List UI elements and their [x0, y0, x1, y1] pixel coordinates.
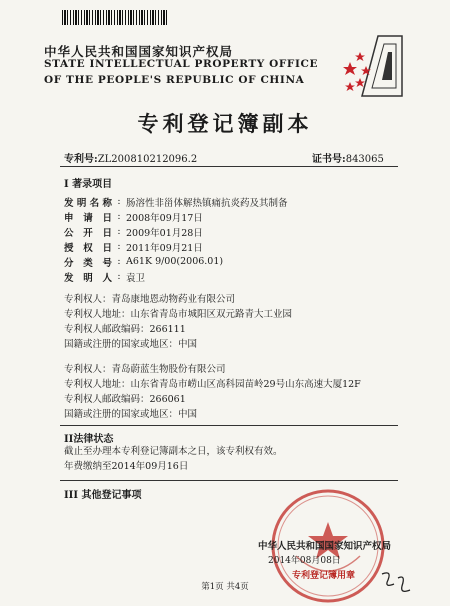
patentee-line: 国籍或注册的国家或地区：中国 [64, 408, 198, 420]
biblio-value: A61K 9/00(2006.01) [126, 256, 224, 267]
section-bibliographic-title: I 著录项目 [64, 179, 113, 190]
legal-status-line: 年费缴纳至2014年09月16日 [64, 460, 189, 472]
biblio-label: 分 类 号 [64, 257, 112, 269]
biblio-value: 2008年09月17日 [126, 212, 203, 224]
page-title: 专利登记簿副本 [137, 111, 313, 136]
page-indicator: 第1页 共4页 [201, 582, 249, 592]
biblio-row-inventor: 发 明 人 : 袁卫 [64, 269, 394, 284]
biblio-label: 发 明 人 [64, 272, 112, 284]
sipo-logo-icon [340, 30, 410, 100]
certificate-number-label: 证书号: [312, 154, 346, 165]
biblio-value: 肠溶性非甾体解热镇痛抗炎药及其制备 [126, 197, 288, 209]
biblio-row-filing-date: 申 请 日 : 2008年09月17日 [64, 209, 394, 224]
divider-other [60, 480, 398, 481]
legal-status-block [64, 442, 283, 472]
biblio-row-classification: 分 类 号 : A61K 9/00(2006.01) [64, 254, 394, 269]
biblio-label: 发 明 名 称 [64, 197, 112, 209]
barcode [62, 10, 168, 25]
certificate-number-value: 843065 [345, 154, 384, 165]
office-name-cn: 中华人民共和国国家知识产权局 [44, 44, 234, 59]
section-legal-status-title: II法律状态 [64, 434, 114, 445]
issue-date: 2014年08月08日 [268, 556, 341, 566]
legal-status-line: 截止至办理本专利登记簿副本之日，该专利权有效。 [64, 445, 283, 457]
patentee-block-2 [64, 360, 361, 420]
patentee-line: 国籍或注册的国家或地区：中国 [64, 338, 198, 350]
patentee-line: 专利权人地址：山东省青岛市崂山区高科园苗岭29号山东高速大厦12F [64, 378, 361, 390]
biblio-value: 2009年01月28日 [126, 227, 203, 239]
biblio-label: 授 权 日 [64, 242, 112, 254]
issuing-authority: 中华人民共和国国家知识产权局 [258, 541, 392, 552]
patentee-line: 专利权人地址：山东省青岛市城阳区双元路青大工业园 [64, 308, 293, 320]
patentee-line: 专利权人：青岛蔚蓝生物股份有限公司 [64, 363, 226, 375]
divider-top [60, 166, 398, 167]
patent-number-value: ZL200810212096.2 [97, 154, 198, 165]
patent-number-label: 专利号: [64, 154, 98, 165]
biblio-row-title: 发 明 名 称 : 肠溶性非甾体解热镇痛抗炎药及其制备 [64, 194, 394, 209]
bibliographic-table [64, 194, 394, 284]
divider-legal [60, 425, 398, 426]
office-name-en-line1: STATE INTELLECTUAL PROPERTY OFFICE [44, 58, 319, 70]
biblio-label: 申 请 日 [64, 212, 112, 224]
seal-caption: 专利登记簿用章 [292, 571, 356, 581]
certificate-number [312, 150, 384, 165]
biblio-row-publication-date: 公 开 日 : 2009年01月28日 [64, 224, 394, 239]
section-other-items-title: III 其他登记事项 [64, 490, 142, 501]
biblio-value: 2011年09月21日 [126, 242, 203, 254]
patentee-block-1 [64, 290, 292, 350]
office-name-en-line2: OF THE PEOPLE'S REPUBLIC OF CHINA [44, 74, 305, 86]
biblio-value: 袁卫 [126, 272, 146, 284]
biblio-row-grant-date: 授 权 日 : 2011年09月21日 [64, 239, 394, 254]
patentee-line: 专利权人：青岛康地恩动物药业有限公司 [64, 293, 236, 305]
patentee-line: 专利权人邮政编码：266111 [64, 323, 186, 335]
patentee-line: 专利权人邮政编码：266061 [64, 393, 186, 405]
biblio-label: 公 开 日 [64, 227, 112, 239]
patent-number [64, 150, 197, 165]
